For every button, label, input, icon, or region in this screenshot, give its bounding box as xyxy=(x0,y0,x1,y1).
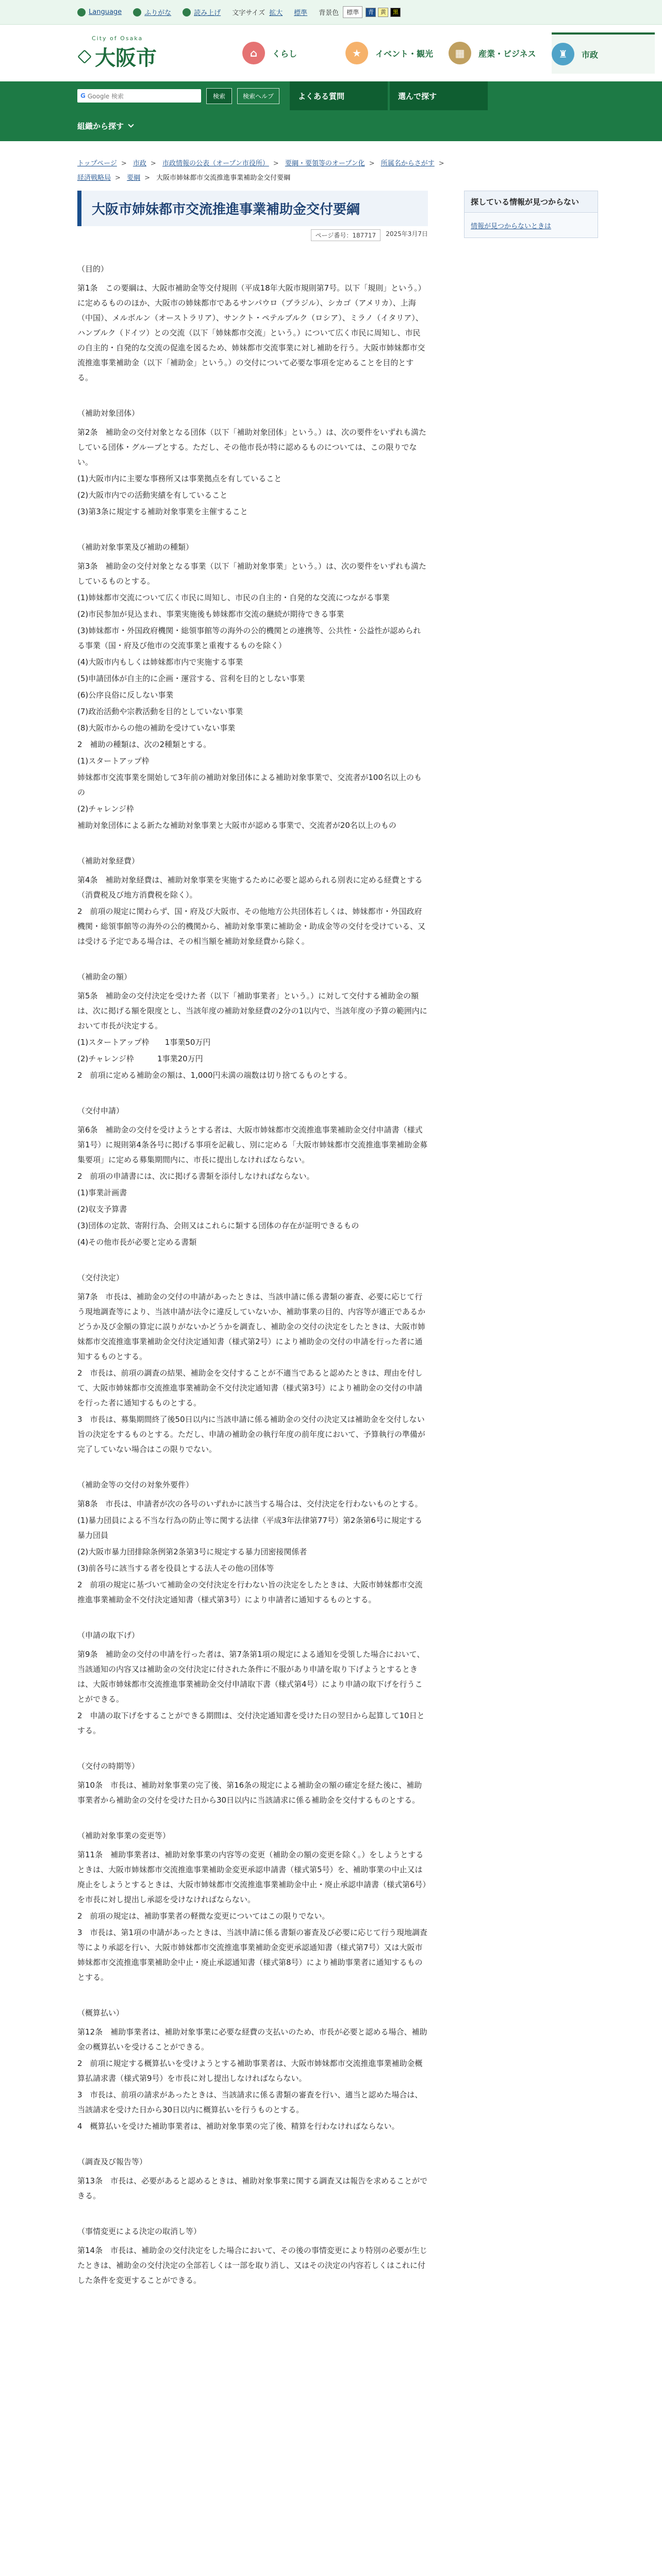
paragraph: 第6条 補助金の交付を受けようとする者は、大阪市姉妹都市交流推進事業補助金交付申請書（様式第1号）に規則第4条各号に掲げる事項を記載し、別に定める「大阪市姉妹都市交流推進事業補助金募集要項」に定める募集期間内に、市長に提出しなければならない。 xyxy=(77,1125,428,1164)
event-icon: ★ xyxy=(345,42,368,64)
paragraph: 第3条 補助金の交付対象となる事業（以下「補助対象事業」という。）は、次の要件をいずれも満たしているものとする。 xyxy=(77,562,427,586)
paragraph: 2 前項の規定は、補助事業者の軽微な変更についてはこの限りでない。 xyxy=(77,1911,330,1921)
bg-color-label: 背景色 xyxy=(319,9,339,17)
article-section xyxy=(77,970,428,1083)
global-nav xyxy=(242,32,655,74)
paragraph: 3 市長は、第1項の申請があったときは、当該申請に係る書類の審査及び必要に応じて行う現地調査等により承認を行い、大阪市姉妹都市交流推進事業補助金変更承認通知書（様式第7号）又は大阪市姉妹都市交流推進事業補助金中止・廃止承認通知書（様式第8号）により補助事業者に通知するものとする。 xyxy=(77,1928,427,1982)
article-section xyxy=(77,262,428,385)
paragraph: 第9条 補助金の交付の申請を行った者は、第7条第1項の規定による通知を受領した場合において、当該通知の内容又は補助金の交付決定に付された条件に不服があり申請を取り下げようとするときは、大阪市姉妹都市交流推進事業補助金交付申請取下書（様式第4号）により申請の取下げを行うことができる。 xyxy=(77,1650,425,1704)
paragraph: 2 前項の申請書には、次に掲げる書類を添付しなければならない。 xyxy=(77,1172,315,1181)
article-section xyxy=(77,540,428,833)
paragraph: (1)暴力団員による不当な行為の防止等に関する法律（平成3年法律第77号）第2条第6号に規定する暴力団員 xyxy=(77,1516,422,1540)
nav-shisei[interactable] xyxy=(552,32,655,74)
paragraph: 補助対象団体による新たな補助対象事業と大阪市が認める事業で、交流者が20名以上のもの xyxy=(77,821,396,830)
paragraph: (2)収支予算書 xyxy=(77,1205,127,1214)
paragraph: 第13条 市長は、必要があると認めるときは、補助対象事業に関する調査又は報告を求めることができる。 xyxy=(77,2176,428,2200)
paragraph: 2 市長は、前項の調査の結果、補助金を交付することが不適当であると認めたときは、理由を付して、大阪市姉妹都市交流推進事業補助金不交付決定通知書（様式第3号）により補助金の交付の申請を行った者に通知するものとする。 xyxy=(77,1368,423,1408)
article-section xyxy=(77,2224,428,2288)
page-id: ページ番号：187717 xyxy=(311,229,381,241)
paragraph: (3)第3条に規定する補助対象事業を主催すること xyxy=(77,507,248,516)
section-heading: （補助対象事業の変更等） xyxy=(77,1831,171,1840)
help-box-link[interactable]: 情報が見つからないときは xyxy=(465,213,598,238)
paragraph: (1)事業計画書 xyxy=(77,1188,127,1197)
paragraph: (2)市民参加が見込まれ、事業実施後も姉妹都市交流の継続が期待できる事業 xyxy=(77,609,344,619)
nav-label: 市政 xyxy=(582,49,599,60)
article-body xyxy=(77,262,428,2288)
paragraph: 第12条 補助事業者は、補助対象事業に必要な経費の支払いのため、市長が必要と認める場合、補助金の概算払いを受けることができる。 xyxy=(77,2027,427,2052)
paragraph: 第7条 市長は、補助金の交付の申請があったときは、当該申請に係る書類の審査、必要に応じて行う現地調査等により、当該申請が法令に違反していないか、補助事業の目的、内容等が適正であるかどうか及び金額の算定に誤りがないかどうかを調査し、補助金の交付の決定をしたときは、大阪市姉妹都市交流推進事業補助金交付決定通知書（様式第2号）により補助金の交付の申請を行った者に通知するものとする。 xyxy=(77,1292,426,1361)
bg-standard-button[interactable]: 標準 xyxy=(343,6,362,18)
paragraph: (1)姉妹都市交流について広く市民に周知し、市民の自主的・自発的な交流につながる事業 xyxy=(77,593,390,602)
paragraph: 第11条 補助事業者は、補助対象事業の内容等の変更（補助金の額の変更を除く。）をしようとするときは、大阪市姉妹都市交流推進事業補助金変更承認申請書（様式第5号）を、補助事業の中止又は廃止をしようとするときは、大阪市姉妹都市交流推進事業補助金中止・廃止承認申請書（様式第6号）を市長に対し提出し承認を受けなければならない。 xyxy=(77,1850,427,1904)
crumb-current: 大阪市姉妹都市交流推進事業補助金交付要綱 xyxy=(156,174,291,182)
read-aloud-link[interactable] xyxy=(183,7,221,17)
paragraph: 2 前項の規定に基づいて補助金の交付決定を行わない旨の決定をしたときは、大阪市姉妹都市交流推進事業補助金不交付決定通知書（様式第3号）により申請者に通知するものとする。 xyxy=(77,1580,423,1604)
search-input[interactable] xyxy=(77,89,201,103)
search-help-link[interactable]: 検索ヘルプ xyxy=(237,88,279,104)
crumb-economy[interactable]: 経済戦略局 xyxy=(77,174,111,182)
google-icon: G xyxy=(80,92,86,99)
article-section xyxy=(77,1628,428,1738)
furigana-label: ふりがな xyxy=(144,9,172,17)
paragraph: 2 前項の規定に関わらず、国・府及び大阪市、その他地方公共団体若しくは、姉妹都市・外国政府機関・総領事館等の海外の公的機関から、補助対象事業に補助金・助成金等の交付を受けている、又は受ける予定である場合は、その相当額を補助対象経費から除く。 xyxy=(77,907,426,946)
crumb-youkou-open[interactable]: 要綱・要領等のオープン化 xyxy=(285,160,365,167)
speaker-icon xyxy=(183,8,191,16)
bg-blue-button[interactable]: 青 xyxy=(366,8,376,17)
language-link[interactable] xyxy=(77,8,122,16)
language-label: Language xyxy=(89,8,122,16)
furigana-icon xyxy=(133,8,141,16)
paragraph: 3 市長は、募集期間終了後50日以内に当該申請に係る補助金の交付の決定又は補助金を交付しない旨の決定をするものとする。ただし、申請の補助金の執行年度の前年度において、予算執行の準備が完了していない場合はこの限りでない。 xyxy=(77,1415,425,1454)
section-heading: （目的） xyxy=(77,264,109,274)
utility-bar xyxy=(0,0,662,25)
paragraph: 2 前項に規定する概算払いを受けようとする補助事業者は、大阪市姉妹都市交流推進事業補助金概算払請求書（様式第9号）を市長に対し提出しなければならない。 xyxy=(77,2059,423,2083)
paragraph: (3)前各号に該当する者を役員とする法人その他の団体等 xyxy=(77,1564,274,1573)
paragraph: 第14条 市長は、補助金の交付決定をした場合において、その後の事情変更により特別の必要が生じたときは、補助金の交付決定の全部若しくは一部を取り消し、又はその決定の内容若しくはこれに付した条件を変更することができる。 xyxy=(77,2246,427,2285)
nav-business[interactable] xyxy=(449,32,552,74)
section-heading: （調査及び報告等） xyxy=(77,2157,147,2166)
font-size-label: 文字サイズ xyxy=(232,9,266,17)
globe-icon xyxy=(77,8,86,16)
paragraph: 2 補助の種類は、次の2種類とする。 xyxy=(77,740,211,749)
browse-button[interactable]: 選んで探す xyxy=(390,81,488,110)
page-date: 2025年3月7日 xyxy=(386,230,428,238)
nav-event[interactable] xyxy=(345,32,449,74)
sidebar xyxy=(464,191,598,2290)
building-icon: ▦ xyxy=(449,42,471,64)
nav-label: 産業・ビジネス xyxy=(478,48,536,59)
crumb-open[interactable]: 市政情報の公表（オープン市役所） xyxy=(162,160,269,167)
main-content xyxy=(77,191,428,2290)
paragraph: 姉妹都市交流事業を開始して3年前の補助対象団体による補助対象事業で、交流者が100名以上のもの xyxy=(77,773,422,797)
paragraph: (4)大阪市内もしくは姉妹都市内で実施する事業 xyxy=(77,657,243,667)
bg-black-button[interactable]: 黒 xyxy=(390,8,401,17)
site-logo[interactable] xyxy=(77,35,196,71)
article-section xyxy=(77,2006,428,2134)
bg-yellow-button[interactable]: 黄 xyxy=(378,8,388,17)
page-title: 大阪市姉妹都市交流推進事業補助金交付要綱 xyxy=(77,191,428,226)
search-bar xyxy=(0,81,662,141)
crumb-top[interactable]: トップページ xyxy=(77,160,117,167)
section-heading: （事情変更による決定の取消し等） xyxy=(77,2227,202,2236)
paragraph: 第4条 補助対象経費は、補助対象事業を実施するために必要と認められる別表に定める経費とする（消費税及び地方消費税を除く）。 xyxy=(77,875,423,900)
paragraph: (2)大阪市暴力団排除条例第2条第3号に規定する暴力団密接関係者 xyxy=(77,1547,307,1556)
site-header xyxy=(0,25,662,81)
paragraph: (6)公序良俗に反しない事業 xyxy=(77,690,174,700)
section-heading: （交付決定） xyxy=(77,1273,124,1282)
city-mark-icon xyxy=(77,49,92,64)
paragraph: (2)チャレンジ枠 1事業20万円 xyxy=(77,1054,203,1063)
paragraph: 3 市長は、前項の請求があったときは、当該請求に係る書類の審査を行い、適当と認めた場合は、当該請求を受けた日から30日以内に概算払いを行うものとする。 xyxy=(77,2090,423,2114)
logo-text: 大阪市 xyxy=(95,46,157,70)
house-icon: ⌂ xyxy=(242,42,265,64)
read-aloud-label: 読み上げ xyxy=(194,9,221,17)
paragraph: (8)大阪市からの他の補助を受けていない事業 xyxy=(77,723,236,733)
paragraph: 2 前項に定める補助金の額は、1,000円未満の端数は切り捨てるものとする。 xyxy=(77,1071,352,1080)
article-section xyxy=(77,1828,428,1985)
paragraph: 第8条 市長は、申請者が次の各号のいずれかに該当する場合は、交付決定を行わないものとする。 xyxy=(77,1499,423,1509)
article-section xyxy=(77,1478,428,1607)
enlarge-link[interactable]: 拡大 xyxy=(269,9,283,17)
org-search-label: 組織から探す xyxy=(77,121,124,131)
breadcrumb: トップページ > 市政 > 市政情報の公表（オープン市役所） > 要綱・要領等のオープン化 > 所属名からさがす > 経済戦略局 > 要綱 > 大阪市姉妹都市交流推進事業補助金交付要綱 xyxy=(77,160,444,182)
page-meta xyxy=(77,229,428,241)
article-section xyxy=(77,1759,428,1808)
nav-kurashi[interactable] xyxy=(242,32,345,74)
paragraph: (4)その他市長が必要と定める書類 xyxy=(77,1238,197,1247)
paragraph: (7)政治活動や宗教活動を目的としていない事業 xyxy=(77,707,243,716)
help-box xyxy=(464,191,598,238)
section-heading: （補助対象事業及び補助の種類） xyxy=(77,543,194,552)
paragraph: (5)申請団体が自主的に企画・運営する、営利を目的としない事業 xyxy=(77,674,305,683)
paragraph: (1)スタートアップ枠 xyxy=(77,756,150,766)
search-placeholder: Google 検索 xyxy=(87,92,124,100)
paragraph: (2)チャレンジ枠 xyxy=(77,804,135,814)
section-heading: （補助金等の交付の対象外要件） xyxy=(77,1480,194,1489)
furigana-link[interactable] xyxy=(133,7,171,17)
paragraph: (1)大阪市内に主要な事務所又は事業拠点を有していること xyxy=(77,474,282,483)
article-section xyxy=(77,1270,428,1457)
chevron-down-icon xyxy=(128,122,134,127)
nav-label: くらし xyxy=(272,48,297,59)
paragraph: 第5条 補助金の交付決定を受けた者（以下「補助事業者」という。）に対して交付する補助金の額は、次に掲げる額を限度とし、当該年度の補助対象経費の2分の1以内で、当該年度の予算の範囲内において市長が決定する。 xyxy=(77,991,427,1030)
crumb-org[interactable]: 所属名からさがす xyxy=(380,160,435,167)
article-section xyxy=(77,1104,428,1250)
article-section xyxy=(77,2155,428,2204)
faq-button[interactable]: よくある質問 xyxy=(290,81,388,110)
search-button[interactable]: 検索 xyxy=(206,88,232,104)
logo-subtitle: City of Osaka xyxy=(92,35,143,42)
section-heading: （申請の取下げ） xyxy=(77,1631,140,1640)
article-section xyxy=(77,406,428,519)
paragraph: (3)団体の定款、寄附行為、会則又はこれらに類する団体の存在が証明できるもの xyxy=(77,1221,359,1230)
section-heading: （補助対象経費） xyxy=(77,856,140,866)
paragraph: 第1条 この要綱は、大阪市補助金等交付規則（平成18年大阪市規則第7号。以下「規則」という。）に定めるもののほか、大阪市の姉妹都市であるサンパウロ（ブラジル）、シカゴ（アメリカ）、上海（中国）、メルボルン（オーストラリア）、サンクト・ペテルブルク（ロシア）、ミラノ（イタリア）、ハンブルク（ドイツ）との交流（以下「姉妹都市交流」という。）について広く市民に周知し、市民の自主的・自発的な交流の促進を図るため、姉妹都市交流事業に対し補助を行う。大阪市姉妹都市交流推進事業補助金（以下「補助金」という。）の交付について必要な事項を定めることを目的とする。 xyxy=(77,283,426,382)
section-heading: （概算払い） xyxy=(77,2008,124,2018)
help-box-heading: 探している情報が見つからない xyxy=(465,191,598,213)
paragraph: 第10条 市長は、補助対象事業の完了後、第16条の規定による補助金の額の確定を経た後に、補助事業者から補助金の交付を受けた日から30日以内に当該請求に係る補助金を交付するものとする。 xyxy=(77,1781,422,1805)
crumb-youkou[interactable]: 要綱 xyxy=(127,174,141,182)
paragraph: 4 概算払いを受けた補助事業者は、補助対象事業の完了後、精算を行わなければならない。 xyxy=(77,2122,400,2131)
article-section xyxy=(77,854,428,949)
section-heading: （補助対象団体） xyxy=(77,409,140,418)
section-heading: （交付の時期等） xyxy=(77,1761,140,1771)
org-search-button[interactable] xyxy=(77,110,662,141)
section-heading: （交付申請） xyxy=(77,1106,124,1115)
paragraph: (1)スタートアップ枠 1事業50万円 xyxy=(77,1038,211,1047)
city-hall-icon: ♜ xyxy=(552,43,574,65)
standard-link[interactable]: 標準 xyxy=(294,9,308,17)
paragraph: (3)姉妹都市・外国政府機関・総領事館等の海外の公的機関との連携等、公共性・公益性が認められる事業（国・府及び他市の交流事業と重複するものを除く） xyxy=(77,626,421,650)
paragraph: 2 申請の取下げをすることができる期間は、交付決定通知書を受けた日の翌日から起算して10日とする。 xyxy=(77,1711,425,1735)
nav-label: イベント・観光 xyxy=(375,48,434,59)
section-heading: （補助金の額） xyxy=(77,972,132,981)
paragraph: (2)大阪市内での活動実績を有していること xyxy=(77,490,228,500)
crumb-shisei[interactable]: 市政 xyxy=(133,160,146,167)
paragraph: 第2条 補助金の交付対象となる団体（以下「補助対象団体」という。）は、次の要件をいずれも満たしている団体・グループとする。ただし、その他市長が特に認めるものについては、この限りでない。 xyxy=(77,428,427,467)
